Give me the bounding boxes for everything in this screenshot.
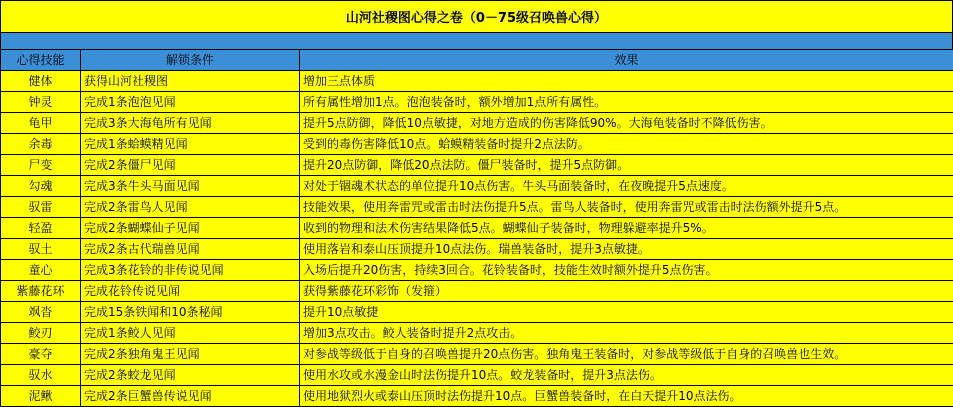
effect-cell[interactable]: 使用地狱烈火或泰山压顶时法伤提升10点。巨蟹兽装备时，在白天提升10点法伤。 [300,386,953,407]
unlock-condition-cell[interactable]: 完成2条古代瑞兽见闻 [81,239,300,260]
skill-name-cell[interactable]: 飒沓 [1,302,81,323]
unlock-condition-cell[interactable]: 完成2条独角鬼王见闻 [81,344,300,365]
unlock-condition-cell[interactable]: 完成3条花铃的非传说见闻 [81,260,300,281]
unlock-condition-cell[interactable]: 完成3条大海龟所有见闻 [81,113,300,134]
table-row [1,113,953,134]
skill-name-cell[interactable]: 鲛刃 [1,323,81,344]
effect-cell[interactable]: 对处于锢魂术状态的单位提升10点伤害。牛头马面装备时，在夜晚提升5点速度。 [300,176,953,197]
sheet-title: 山河社稷图心得之卷（0－75级召唤兽心得） [0,0,953,33]
effect-cell[interactable]: 获得紫藤花环彩饰（发箍） [300,281,953,302]
title-separator-bar [0,33,953,49]
unlock-condition-cell[interactable]: 完成1条蛤蟆精见闻 [81,134,300,155]
skill-name-cell[interactable]: 驭水 [1,365,81,386]
unlock-condition-cell[interactable]: 完成2条僵尸见闻 [81,155,300,176]
skill-name-cell[interactable]: 驭雷 [1,197,81,218]
skill-name-cell[interactable]: 泥鳅 [1,386,81,407]
table-row [1,386,953,407]
skill-name-cell[interactable]: 余毒 [1,134,81,155]
table-row [1,302,953,323]
effect-cell[interactable]: 所有属性增加1点。泡泡装备时，额外增加1点所有属性。 [300,92,953,113]
effect-cell[interactable]: 提升10点敏捷 [300,302,953,323]
unlock-condition-cell[interactable]: 完成15条铁闻和10条秘闻 [81,302,300,323]
table-row [1,218,953,239]
effect-cell[interactable]: 收到的物理和法术伤害结果降低5点。蝴蝶仙子装备时，物理躲避率提升5%。 [300,218,953,239]
effect-cell[interactable]: 增加三点体质 [300,71,953,92]
effect-cell[interactable]: 增加3点攻击。鲛人装备时提升2点攻击。 [300,323,953,344]
unlock-condition-cell[interactable]: 获得山河社稷图 [81,71,300,92]
effect-cell[interactable]: 提升5点防御，降低10点敏捷，对地方造成的伤害降低90%。大海龟装备时不降低伤害。 [300,113,953,134]
unlock-condition-cell[interactable]: 完成3条牛头马面见闻 [81,176,300,197]
effect-cell[interactable]: 使用水攻或水漫金山时法伤提升10点。蛟龙装备时，提升3点法伤。 [300,365,953,386]
unlock-condition-cell[interactable]: 完成2条蛟龙见闻 [81,365,300,386]
skill-name-cell[interactable]: 龟甲 [1,113,81,134]
effect-cell[interactable]: 提升20点防御，降低20点法防。僵尸装备时，提升5点防御。 [300,155,953,176]
skill-name-cell[interactable]: 轻盈 [1,218,81,239]
table-row [1,239,953,260]
table-row [1,260,953,281]
unlock-condition-cell[interactable]: 完成花铃传说见闻 [81,281,300,302]
unlock-condition-cell[interactable]: 完成1条泡泡见闻 [81,92,300,113]
skill-name-cell[interactable]: 勾魂 [1,176,81,197]
table-row [1,155,953,176]
unlock-condition-cell[interactable]: 完成2条雷鸟人见闻 [81,197,300,218]
unlock-condition-cell[interactable]: 完成2条巨蟹兽传说见闻 [81,386,300,407]
unlock-condition-cell[interactable]: 完成1条鲛人见闻 [81,323,300,344]
effect-cell[interactable]: 受到的毒伤害降低10点。蛤蟆精装备时提升2点法防。 [300,134,953,155]
skill-name-cell[interactable]: 健体 [1,71,81,92]
unlock-condition-cell[interactable]: 完成2条蝴蝶仙子见闻 [81,218,300,239]
effect-cell[interactable]: 使用落岩和泰山压顶提升10点法伤。瑞兽装备时，提升3点敏捷。 [300,239,953,260]
skill-name-cell[interactable]: 紫藤花环 [1,281,81,302]
effect-cell[interactable]: 技能效果，使用奔雷咒或雷击时法伤提升5点。雷鸟人装备时，使用奔雷咒或雷击时法伤额外提升5点。 [300,197,953,218]
table-row [1,323,953,344]
table-row [1,176,953,197]
skill-name-cell[interactable]: 童心 [1,260,81,281]
pet-skill-table [0,49,953,407]
table-row [1,344,953,365]
table-row [1,71,953,92]
header-effect: 效果 [300,50,953,71]
skill-name-cell[interactable]: 钟灵 [1,92,81,113]
table-row [1,365,953,386]
effect-cell[interactable]: 对参战等级低于自身的召唤兽提升20点伤害。独角鬼王装备时，对参战等级低于自身的召唤兽也生效。 [300,344,953,365]
table-row [1,92,953,113]
header-row [1,50,953,71]
header-unlock-condition: 解锁条件 [81,50,300,71]
table-row [1,281,953,302]
effect-cell[interactable]: 入场后提升20伤害，持续3回合。花铃装备时，技能生效时额外提升5点伤害。 [300,260,953,281]
skill-name-cell[interactable]: 驭土 [1,239,81,260]
header-skill: 心得技能 [1,50,81,71]
table-row [1,134,953,155]
skill-name-cell[interactable]: 尸变 [1,155,81,176]
table-row [1,197,953,218]
skill-name-cell[interactable]: 豪夺 [1,344,81,365]
